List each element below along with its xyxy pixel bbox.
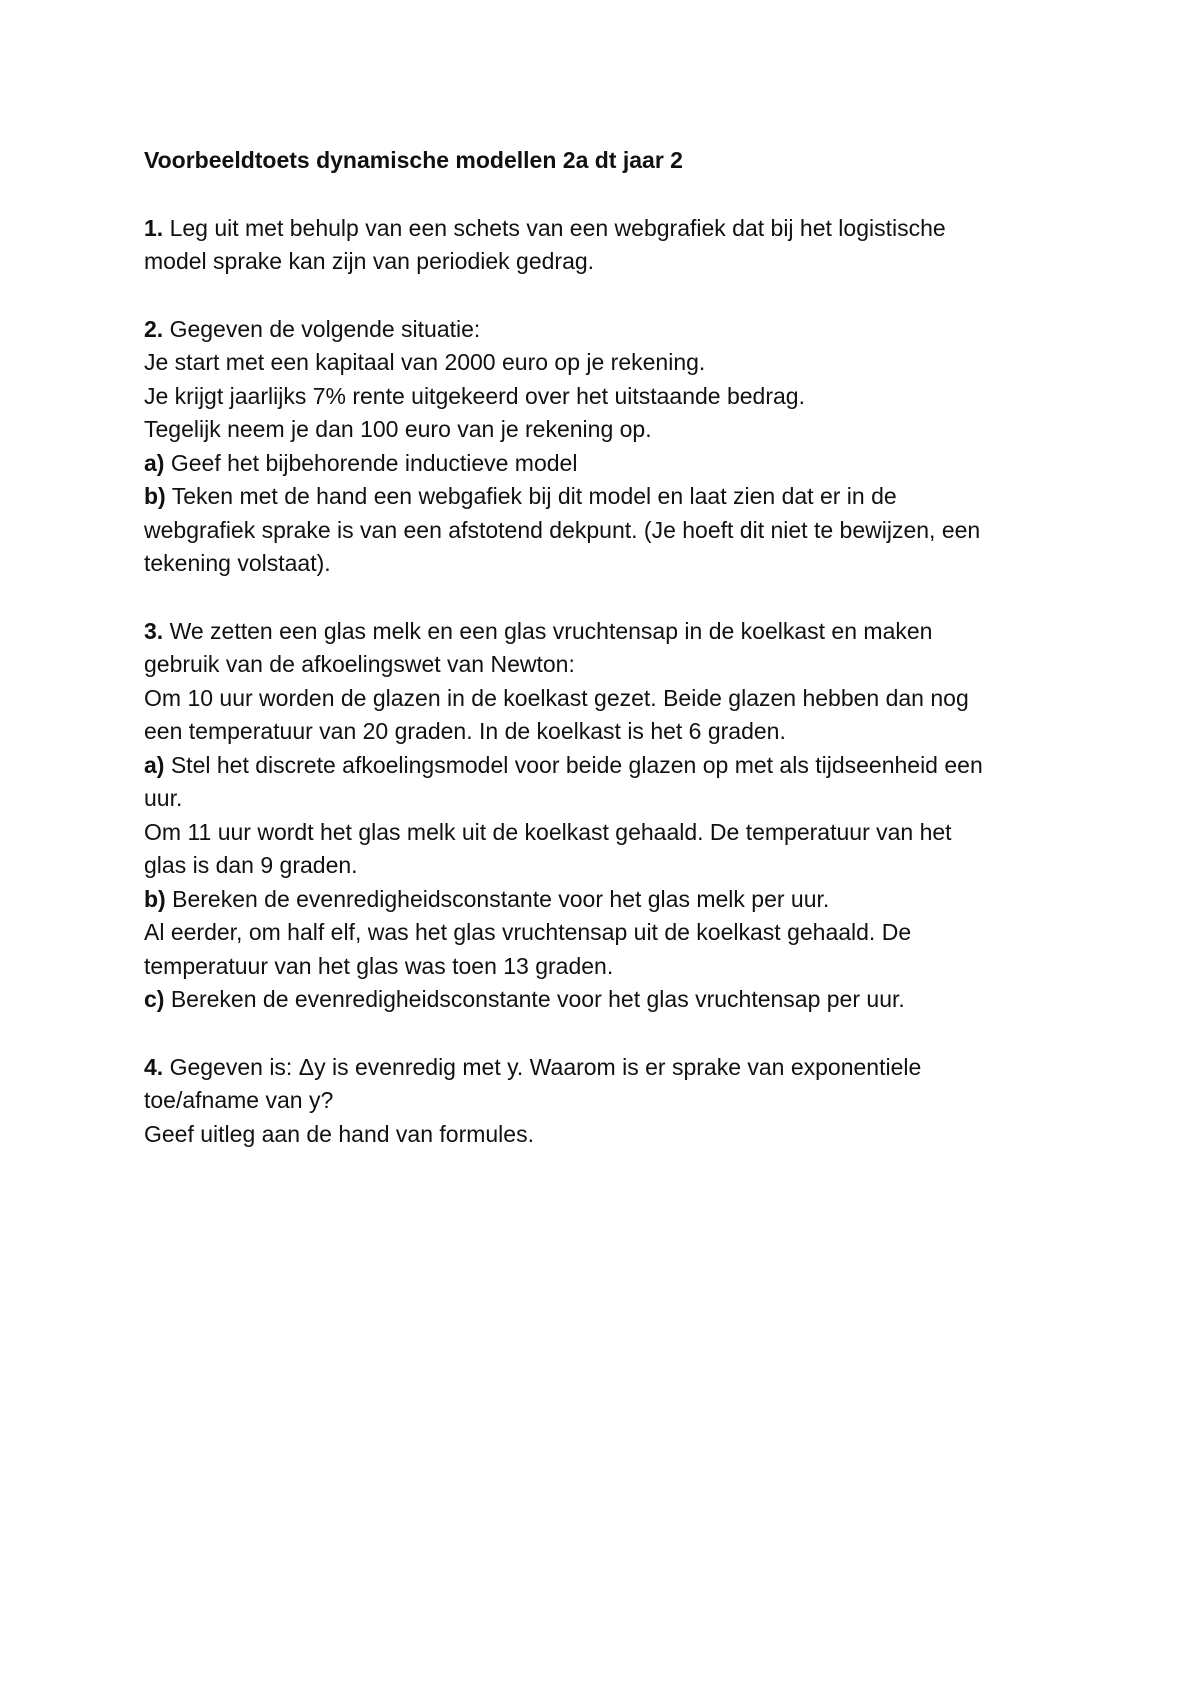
subquestion-label: a) — [144, 449, 165, 476]
question-text: Gegeven de volgende situatie: — [163, 315, 481, 342]
question-text: Je start met een kapitaal van 2000 euro op je rekening. — [144, 349, 706, 375]
subquestion-b — [144, 480, 1084, 514]
question-number: 3. — [144, 617, 164, 644]
subquestion-text: Stel het discrete afkoelingsmodel voor beide glazen op met als tijdseenheid een — [164, 751, 983, 778]
question-text: gebruik van de afkoelingswet van Newton: — [144, 651, 575, 677]
question-2-line — [144, 313, 1084, 347]
question-text: Tegelijk neem je dan 100 euro van je rekening op. — [144, 416, 652, 442]
subquestion-b — [144, 883, 1084, 917]
question-number: 2. — [144, 315, 164, 342]
question-3-line — [144, 615, 1084, 649]
subquestion-text: Bereken de evenredigheidsconstante voor het glas melk per uur. — [165, 885, 830, 912]
question-text: Je krijgt jaarlijks 7% rente uitgekeerd over het uitstaande bedrag. — [144, 382, 805, 409]
subquestion-label: c) — [144, 986, 165, 1012]
question-text: Om 10 uur worden de glazen in de koelkast gezet. Beide glazen hebben dan nog — [144, 684, 969, 711]
subquestion-c — [144, 983, 1084, 1017]
question-text: Om 11 uur wordt het glas melk uit de koelkast gehaald. De temperatuur van het — [144, 818, 952, 845]
subquestion-text: Teken met de hand een webgafiek bij dit model en laat zien dat er in de — [165, 483, 897, 509]
question-2 — [144, 313, 1084, 581]
subquestion-a — [144, 447, 1084, 481]
question-1-line — [144, 212, 1084, 246]
question-text: Geef uitleg aan de hand van formules. — [144, 1120, 534, 1147]
subquestion-label: b) — [144, 885, 166, 912]
question-text: Leg uit met behulp van een schets van een webgrafiek dat bij het logistische — [163, 214, 946, 241]
question-number: 1. — [144, 214, 164, 241]
question-text: Al eerder, om half elf, was het glas vruchtensap uit de koelkast gehaald. De — [144, 919, 912, 945]
document-page — [144, 144, 1084, 1185]
question-text: Gegeven is: Δy is evenredig met y. Waarom is er sprake van exponentiele — [163, 1053, 922, 1080]
question-4-line — [144, 1051, 1084, 1085]
question-text: glas is dan 9 graden. — [144, 852, 358, 878]
question-text: toe/afname van y? — [144, 1087, 334, 1113]
subquestion-text: Bereken de evenredigheidsconstante voor het glas vruchtensap per uur. — [164, 986, 905, 1012]
question-text: uur. — [144, 785, 183, 811]
question-text: een temperatuur van 20 graden. In de koelkast is het 6 graden. — [144, 718, 786, 744]
question-4 — [144, 1051, 1084, 1152]
question-1 — [144, 212, 1084, 279]
question-text: webgrafiek sprake is van een afstotend dekpunt. (Je hoeft dit niet te bewijzen, een — [144, 516, 981, 543]
question-text: temperatuur van het glas was toen 13 graden. — [144, 952, 614, 979]
question-text: model sprake kan zijn van periodiek gedrag. — [144, 248, 595, 274]
question-text: tekening volstaat). — [144, 550, 331, 576]
subquestion-text: Geef het bijbehorende inductieve model — [164, 449, 578, 476]
subquestion-label: a) — [144, 751, 165, 778]
question-text: We zetten een glas melk en een glas vruchtensap in de koelkast en maken — [163, 617, 933, 644]
subquestion-label: b) — [144, 483, 166, 509]
document-title: Voorbeeldtoets dynamische modellen 2a dt jaar 2 — [144, 147, 683, 173]
question-number: 4. — [144, 1053, 164, 1080]
question-3 — [144, 615, 1084, 1017]
subquestion-a — [144, 749, 1084, 783]
